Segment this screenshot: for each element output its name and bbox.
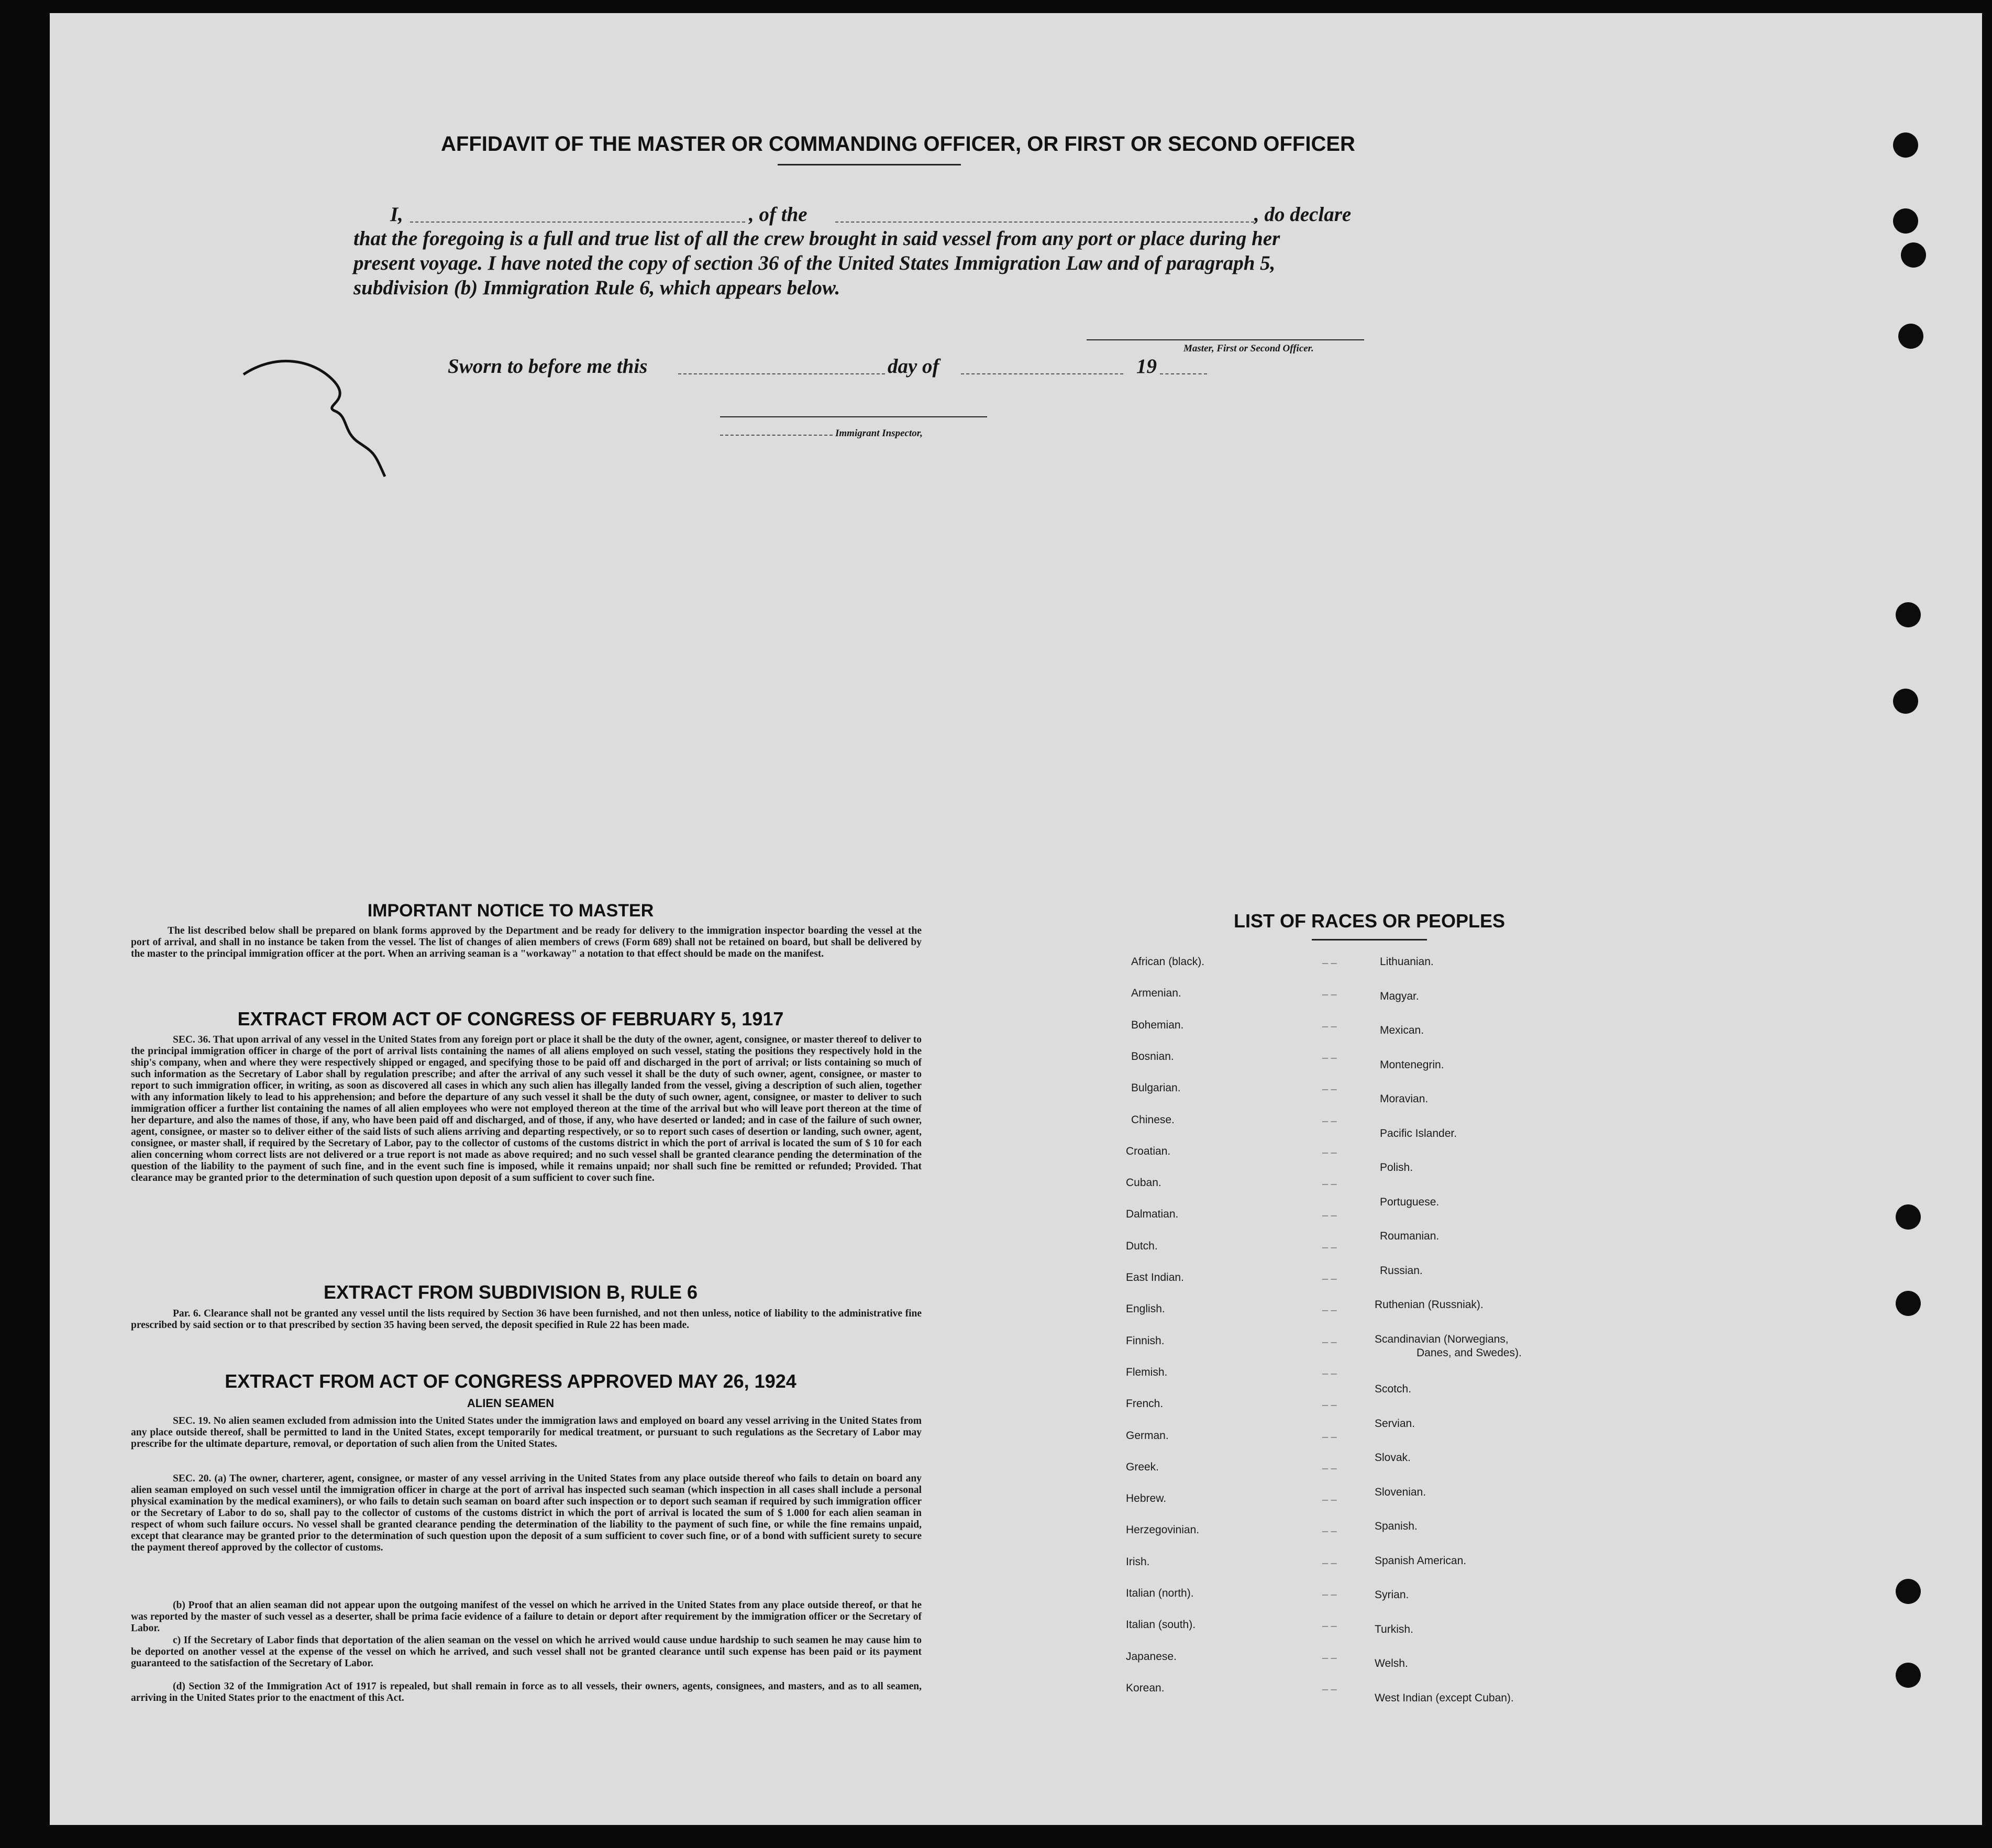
- sec20c-body: c) If the Secretary of Labor finds that deportation of the alien seaman on the vessel on which he arrived would cause undue hardship to such seamen he may cause him to be deported on another vessel at the expense of the vessel on which he arrived, and such vessel shall not be granted clearance until such expense has been paid or its payment guaranteed to the satisfaction of the Secretary of Labor.: [131, 1635, 922, 1669]
- leader-dash: – –: [1322, 1460, 1337, 1474]
- leader-dash: – –: [1322, 1334, 1337, 1348]
- leader-dash: – –: [1322, 1050, 1337, 1064]
- leader-dash: – –: [1322, 1492, 1337, 1506]
- race-item: Italian (south).: [1126, 1619, 1196, 1631]
- sworn-text: Sworn to before me this: [448, 355, 648, 378]
- subdivision-title: EXTRACT FROM SUBDIVISION B, RULE 6: [323, 1281, 698, 1303]
- leader-dash: – –: [1322, 1650, 1337, 1664]
- races-title-rule: [1312, 939, 1427, 940]
- document-sheet: [50, 13, 1982, 1825]
- affidavit-declare: , do declare: [1254, 203, 1352, 226]
- leader-dash: – –: [1322, 1240, 1337, 1253]
- race-item: Montenegrin.: [1380, 1058, 1444, 1071]
- subdivision-body: Par. 6. Clearance shall not be granted any vessel until the lists required by Section 36 have been furnished, and not then unless, notice of liability to the administrative fine prescribed by said section or to that prescribed by section 35 having been served, the deposit specified in Rule 22 has been made.: [131, 1308, 922, 1331]
- race-item: Mexican.: [1380, 1024, 1424, 1036]
- race-item: Cuban.: [1126, 1177, 1161, 1189]
- race-item: Portuguese.: [1380, 1196, 1440, 1208]
- race-item: Bosnian.: [1131, 1050, 1174, 1063]
- binder-hole: [1896, 1291, 1921, 1316]
- master-label: Master, First or Second Officer.: [1183, 343, 1314, 354]
- inspector-dash-line: [720, 435, 833, 436]
- race-item: Dalmatian.: [1126, 1208, 1179, 1221]
- race-item: Ruthenian (Russniak).: [1375, 1299, 1484, 1311]
- leader-dash: – –: [1322, 1177, 1337, 1190]
- race-item: East Indian.: [1126, 1271, 1184, 1283]
- sec19-body: SEC. 19. No alien seamen excluded from admission into the United States under the immigration laws and employed on board any vessel arriving in the United States from any place outside thereof, shall be permitted to land in the United States, except temporarily for medical treatment, or pursuant to such regulations as the Secretary of Labor may prescribe for the ultimate departure, removal, or deportation of such alien from the United States.: [131, 1415, 922, 1449]
- race-item: West Indian (except Cuban).: [1375, 1691, 1514, 1704]
- race-item: Syrian.: [1375, 1589, 1409, 1601]
- name-blank[interactable]: [410, 222, 745, 223]
- race-item: Lithuanian.: [1380, 956, 1434, 968]
- race-item: Spanish.: [1375, 1520, 1418, 1532]
- race-item: Armenian.: [1131, 987, 1181, 1000]
- binder-hole: [1896, 602, 1921, 627]
- race-item: French.: [1126, 1398, 1164, 1410]
- inspector-label: Immigrant Inspector,: [835, 428, 923, 439]
- extract-1924-subtitle: ALIEN SEAMEN: [467, 1397, 555, 1410]
- race-item: Hebrew.: [1126, 1492, 1167, 1505]
- leader-dash: – –: [1322, 987, 1337, 1001]
- race-item: Croatian.: [1126, 1145, 1171, 1157]
- leader-dash: – –: [1322, 956, 1337, 969]
- race-item: Irish.: [1126, 1555, 1150, 1568]
- leader-dash: – –: [1322, 1398, 1337, 1411]
- affidavit-line-3: present voyage. I have noted the copy of section 36 of the United States Immigration Law and of paragraph 5,: [353, 252, 1276, 274]
- race-item: Finnish.: [1126, 1334, 1165, 1347]
- extract-1917-title: EXTRACT FROM ACT OF CONGRESS OF FEBRUARY 5, 1917: [237, 1008, 784, 1030]
- vessel-blank[interactable]: [835, 222, 1254, 223]
- race-item: Japanese.: [1126, 1650, 1177, 1663]
- race-item: Welsh.: [1375, 1657, 1408, 1669]
- inspector-signature-line: [720, 416, 987, 417]
- race-item: Dutch.: [1126, 1240, 1158, 1252]
- sec20b-body: (b) Proof that an alien seaman did not appear upon the outgoing manifest of the vessel on which he arrived in the United States from any place outside thereof, or that he was reported by the master of such vessel as a deserter, shall be prima facie evidence of a failure to detain or deport after requirement by the immigration officer or the Secretary of Labor.: [131, 1600, 922, 1634]
- leader-dash: – –: [1322, 1113, 1337, 1127]
- notice-title: IMPORTANT NOTICE TO MASTER: [367, 901, 654, 921]
- race-item: Herzegovinian.: [1126, 1524, 1200, 1536]
- race-item: Moravian.: [1380, 1093, 1429, 1105]
- races-title: LIST OF RACES OR PEOPLES: [1233, 910, 1506, 932]
- race-item: Chinese.: [1131, 1113, 1175, 1126]
- leader-dash: – –: [1322, 1619, 1337, 1632]
- leader-dash: – –: [1322, 1303, 1337, 1316]
- race-item: German.: [1126, 1429, 1169, 1442]
- affidavit-i: I,: [390, 203, 403, 226]
- race-item: Flemish.: [1126, 1366, 1168, 1378]
- race-item: Roumanian.: [1380, 1230, 1440, 1242]
- pen-scrawl-mark: [233, 348, 390, 484]
- binder-hole: [1896, 1663, 1921, 1688]
- master-signature-line: [1087, 339, 1364, 340]
- race-item: Servian.: [1375, 1417, 1415, 1430]
- race-item: Slovak.: [1375, 1452, 1411, 1464]
- binder-hole: [1893, 132, 1918, 158]
- binder-hole: [1898, 324, 1923, 349]
- race-item: African (black).: [1131, 956, 1205, 968]
- notice-body: The list described below shall be prepared on blank forms approved by the Department and be ready for delivery to the immigration inspector boarding the vessel at the port of arrival, and shall in no instance be taken from the vessel. The list of changes of alien members of crews (Form 689) shall not be retained on board, but shall be delivered by the master to the principal immigration officer at the port. When an arriving seaman is a "workaway" a notation to that effect should be made on the manifest.: [131, 925, 922, 959]
- race-item: Greek.: [1126, 1460, 1159, 1473]
- race-item: Korean.: [1126, 1681, 1165, 1694]
- day-of-text: day of: [888, 355, 939, 378]
- race-item: Scandinavian (Norwegians,: [1375, 1333, 1509, 1345]
- affidavit-line-4: subdivision (b) Immigration Rule 6, which appears below.: [353, 276, 840, 299]
- race-item: Turkish.: [1375, 1623, 1413, 1635]
- race-item: Scotch.: [1375, 1383, 1412, 1395]
- affidavit-of-the: , of the: [749, 203, 807, 226]
- leader-dash: – –: [1322, 1271, 1337, 1285]
- binder-hole: [1896, 1204, 1921, 1230]
- leader-dash: – –: [1322, 1555, 1337, 1569]
- leader-dash: – –: [1322, 1429, 1337, 1443]
- binder-hole: [1896, 1579, 1921, 1604]
- race-item: Italian (north).: [1126, 1587, 1194, 1599]
- leader-dash: – –: [1322, 1524, 1337, 1537]
- leader-dash: – –: [1322, 1208, 1337, 1222]
- leader-dash: – –: [1322, 1019, 1337, 1032]
- extract-1917-body: SEC. 36. That upon arrival of any vessel in the United States from any foreign port or place it shall be the duty of the owner, agent, consignee, or master thereof to deliver to the principal immigration officer in charge of the port of arrival lists containing the names of all aliens employed on such vessel, stating the positions they respectively hold in the ship's company, when and where they were respectively shipped or engaged, and specifying those to be paid off and discharged in the port of arrival; or lists containing so much of such information as the Secretary of Labor shall by regulation prescribe; and after the arrival of any such vessel it shall be the duty of such owner, agent, consignee, or master to report to such immigration officer, in writing, as soon as discovered all cases in which any such alien has illegally landed from the vessel, giving a description of such alien, together with any information likely to lead to his apprehension; and before the departure of any such vessel it shall be the duty of such owner, agent, consignee, or master to deliver to such immigration officer a further list containing the names of all alien employees who were not employed thereon at the time of the arrival but who will leave port thereon at the time of her departure, and also the names of those, if any, who have been paid off and discharged, and of those, if any, who have deserted or landed; and in case of the failure of such owner, agent, consignee, or master so to deliver either of the said lists of such aliens arriving and departing respectively, or so to report such cases of desertion or landing, such owner, agent, consignee, or master shall, if required by the Secretary of Labor, pay to the collector of customs of the customs district in which the port of arrival is located the sum of $ 10 for each alien concerning whom correct lists are not delivered or a true report is not made as above required; and no such vessel shall be granted clearance pending the determination of the question of the liability to the payment of such fine, and in the event such fine is imposed, while it remains unpaid; nor shall such fine be remitted or refunded; Provided. That clearance may be granted prior to the determination of such question upon deposit of a sum sufficient to cover such fine.: [131, 1034, 922, 1183]
- race-item: Russian.: [1380, 1264, 1423, 1277]
- extract-1924-title: EXTRACT FROM ACT OF CONGRESS APPROVED MAY 26, 1924: [225, 1370, 796, 1392]
- leader-dash: – –: [1322, 1145, 1337, 1158]
- sworn-day-blank[interactable]: [678, 373, 885, 374]
- sec20d-body: (d) Section 32 of the Immigration Act of 1917 is repealed, but shall remain in force as to all vessels, their owners, agents, consignees, and masters, and as to all seamen, arriving in the United States prior to the enactment of this Act.: [131, 1681, 922, 1703]
- race-item: Pacific Islander.: [1380, 1127, 1457, 1139]
- sec20a-body: SEC. 20. (a) The owner, charterer, agent, consignee, or master of any vessel arriving in the United States from any place outside thereof who fails to detain on board any alien seaman employed on such vessel until the immigration officer in charge at the port of arrival has inspected such seaman (which inspection in all cases shall include a personal physical examination by the medical examiners), or who fails to detain such seaman on board after such inspection or to deport such seaman if required by such immigration officer or the Secretary of Labor to do so, shall pay to the collector of customs of the customs district in which the port of arrival is located the sum of $ 1.000 for each alien seaman in respect of whom such failure occurs. No vessel shall be granted clearance pending the determination of the liability to the payment of such fine, or while the fine remains unpaid, except that clearance may be granted prior to the determination of such question upon the deposit of a sum sufficient to cover such fine, or of a bond with sufficient surety to secure the payment thereof approved by the collector of customs.: [131, 1473, 922, 1553]
- affidavit-line-2: that the foregoing is a full and true list of all the crew brought in said vessel from any port or place during her: [353, 227, 1280, 250]
- sworn-year-blank[interactable]: [1160, 373, 1207, 374]
- race-item: Slovenian.: [1375, 1486, 1426, 1498]
- race-item: Danes, and Swedes).: [1416, 1346, 1522, 1359]
- race-item: English.: [1126, 1303, 1165, 1315]
- race-item: Magyar.: [1380, 990, 1419, 1002]
- leader-dash: – –: [1322, 1366, 1337, 1379]
- year-prefix: 19: [1136, 355, 1157, 378]
- sworn-month-blank[interactable]: [961, 373, 1123, 374]
- binder-hole: [1893, 208, 1918, 234]
- leader-dash: – –: [1322, 1082, 1337, 1095]
- binder-hole: [1893, 689, 1918, 714]
- race-item: Bohemian.: [1131, 1019, 1184, 1031]
- leader-dash: – –: [1322, 1587, 1337, 1600]
- race-item: Spanish American.: [1375, 1554, 1467, 1567]
- race-item: Polish.: [1380, 1161, 1413, 1174]
- affidavit-title-rule: [778, 164, 961, 165]
- race-item: Bulgarian.: [1131, 1082, 1181, 1094]
- affidavit-title: AFFIDAVIT OF THE MASTER OR COMMANDING OFFICER, OR FIRST OR SECOND OFFICER: [441, 132, 1355, 156]
- leader-dash: – –: [1322, 1681, 1337, 1695]
- binder-hole: [1901, 242, 1926, 268]
